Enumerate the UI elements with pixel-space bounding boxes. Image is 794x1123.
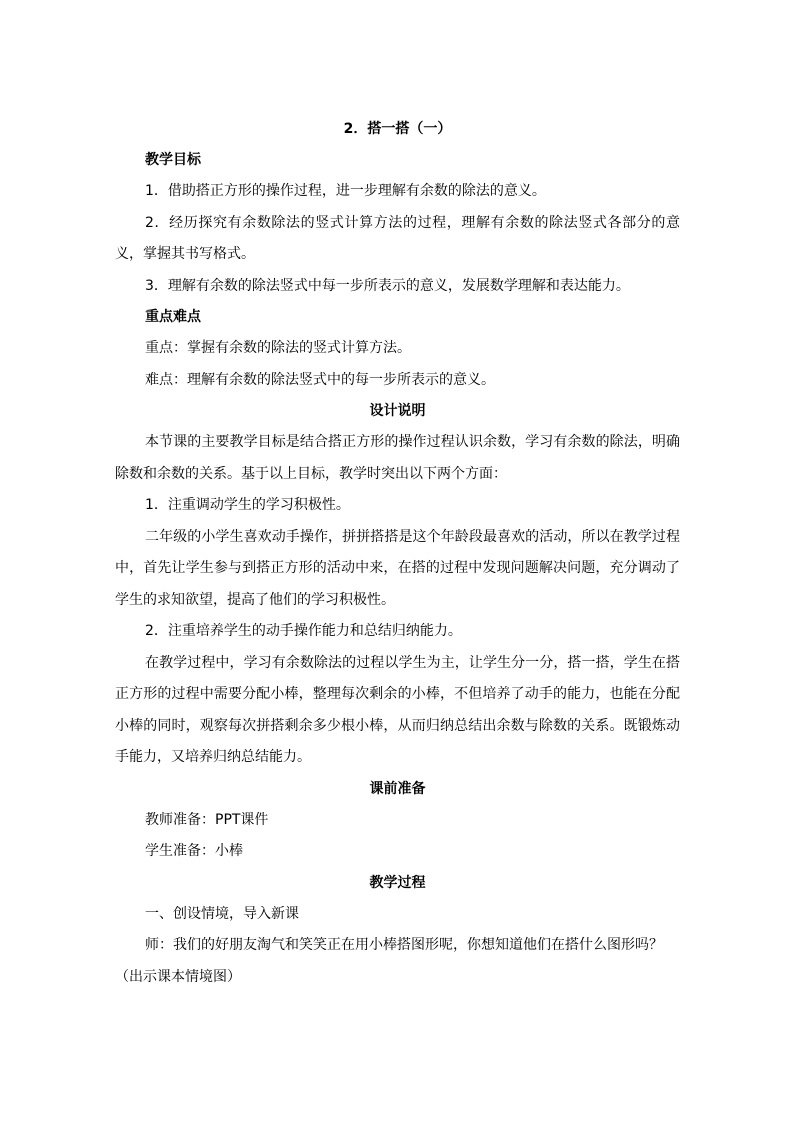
page-title: 2．搭一搭（一） [343, 121, 452, 137]
objectives-heading: 教学目标 [145, 152, 201, 168]
preparation-item: 学生准备：小棒 [145, 843, 243, 859]
process-step: 一、创设情境，导入新课 [145, 905, 299, 922]
design-paragraph: 2．注重培养学生的动手操作能力和总结归纳能力。 [145, 623, 462, 639]
objective-item: 1．借助搭正方形的操作过程，进一步理解有余数的除法的意义。 [145, 183, 546, 199]
objective-item: 2．经历探究有余数除法的竖式计算方法的过程，理解有余数的除法竖式各部分的意义，掌握其书写格式。 [115, 214, 680, 262]
difficulty-item: 难点：理解有余数的除法竖式中的每一步所表示的意义。 [145, 371, 495, 388]
design-paragraph: 1．注重调动学生的学习积极性。 [145, 497, 350, 513]
design-paragraph: 本节课的主要教学目标是结合搭正方形的操作过程认识余数，学习有余数的除法，明确除数和余数的关系。基于以上目标，教学时突出以下两个方面： [115, 434, 680, 482]
preparation-item: 教师准备：PPT课件 [145, 811, 269, 828]
key-points-heading: 重点难点 [145, 309, 201, 325]
document-page [115, 114, 680, 993]
design-paragraph: 在教学过程中，学习有余数除法的过程以学生为主，让学生分一分，搭一搭，学生在搭正方形的过程中需要分配小棒，整理每次剩余的小棒，不但培养了动手的能力，也能在分配小棒的同时，观察每次拼搭剩余多少根小棒，从而归纳总结出余数与除数的关系。既锻炼动手能力，又培养归纳总结能力。 [115, 654, 680, 765]
design-paragraph: 二年级的小学生喜欢动手操作，拼拼搭搭是这个年龄段最喜欢的活动，所以在教学过程中，首先让学生参与到搭正方形的活动中来，在搭的过程中发现问题解决问题，充分调动了学生的求知欲望，提高了他们的学习积极性。 [115, 528, 680, 608]
process-note: （出示课本情境图） [115, 968, 241, 985]
teacher-line: 师：我们的好朋友淘气和笑笑正在用小棒搭图形呢，你想知道他们在搭什么图形吗？ [145, 937, 663, 953]
key-point-item: 重点：掌握有余数的除法的竖式计算方法。 [145, 340, 411, 356]
preparation-heading: 课前准备 [369, 780, 426, 797]
objective-item: 3．理解有余数的除法竖式中每一步所表示的意义，发展数学理解和表达能力。 [145, 277, 630, 294]
design-heading: 设计说明 [369, 403, 426, 419]
process-heading: 教学过程 [369, 874, 426, 891]
